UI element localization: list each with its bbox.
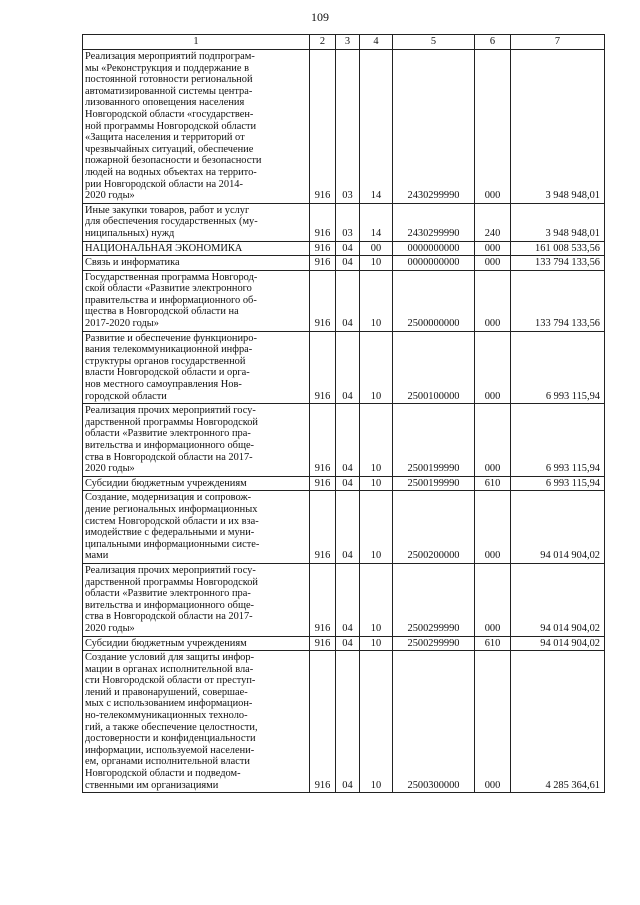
subsection-code-cell: 10: [360, 270, 393, 331]
row-description: [83, 241, 310, 256]
expense-type-cell: 000: [475, 270, 511, 331]
description-line: дарственной программы Новгородской: [85, 416, 258, 428]
description-line: людей на водных объектах на террито-: [85, 166, 257, 178]
subsection-code-cell: 10: [360, 636, 393, 651]
target-article-cell: 2500300000: [393, 651, 475, 793]
admin-code-cell: 916: [310, 270, 336, 331]
subsection-code-cell: 10: [360, 256, 393, 271]
table-row: [83, 256, 605, 271]
description-line: щества в Новгородской области на: [85, 306, 239, 318]
description-line: области «Развитие электронного пра-: [85, 588, 251, 600]
description-line: 2020 годы»: [85, 622, 135, 634]
amount-cell: 94 014 904,02: [511, 636, 605, 651]
table-row: [83, 476, 605, 491]
expense-type-cell: 000: [475, 404, 511, 477]
admin-code-cell: 916: [310, 636, 336, 651]
description-line: городской области: [85, 390, 167, 402]
row-description: [83, 203, 310, 241]
description-line: нов местного самоуправления Нов-: [85, 379, 242, 391]
description-line: но-телекоммуникационных техноло-: [85, 710, 248, 722]
description-line: постоянной готовности региональной: [85, 74, 253, 86]
subsection-code-cell: 10: [360, 404, 393, 477]
amount-cell: 94 014 904,02: [511, 491, 605, 564]
description-line: структуры органов государственной: [85, 355, 246, 367]
description-line: гий, а также обеспечение целостности,: [85, 721, 258, 733]
section-code-cell: 03: [336, 203, 360, 241]
description-line: Создание условий для защиты инфор-: [85, 652, 255, 664]
column-header: 2: [310, 35, 336, 50]
description-line: сти Новгородской области от преступ-: [85, 675, 256, 687]
description-line: НАЦИОНАЛЬНАЯ ЭКОНОМИКА: [85, 242, 243, 254]
description-line: Реализация мероприятий подпрограм-: [85, 51, 255, 62]
description-line: ной программы Новгородской области: [85, 120, 257, 132]
admin-code-cell: 916: [310, 404, 336, 477]
target-article-cell: 2500100000: [393, 331, 475, 404]
section-code-cell: 04: [336, 491, 360, 564]
row-description: [83, 50, 310, 204]
description-line: пожарной безопасности и безопасности: [85, 155, 262, 167]
description-line: автоматизированной системы центра-: [85, 85, 253, 97]
expense-type-cell: 240: [475, 203, 511, 241]
description-line: Новгородской области и подведом-: [85, 768, 241, 780]
page-number: 109: [311, 10, 329, 24]
subsection-code-cell: 14: [360, 203, 393, 241]
row-description: [83, 404, 310, 477]
table-row: [83, 563, 605, 636]
description-line: мации в органах исполнительной вла-: [85, 663, 254, 675]
admin-code-cell: 916: [310, 50, 336, 204]
amount-cell: 6 993 115,94: [511, 331, 605, 404]
row-description: [83, 476, 310, 491]
row-description: [83, 331, 310, 404]
subsection-code-cell: 10: [360, 476, 393, 491]
amount-cell: 133 794 133,56: [511, 256, 605, 271]
column-header: 3: [336, 35, 360, 50]
section-code-cell: 04: [336, 563, 360, 636]
description-line: ственными им организациями: [85, 779, 219, 791]
description-line: Субсидии бюджетным учреждениям: [85, 637, 247, 649]
section-code-cell: 04: [336, 404, 360, 477]
amount-cell: 6 993 115,94: [511, 404, 605, 477]
table-row: [83, 241, 605, 256]
description-line: дарственной программы Новгородской: [85, 576, 258, 588]
description-line: ской области «Развитие электронного: [85, 283, 252, 295]
row-description: [83, 636, 310, 651]
target-article-cell: 2500299990: [393, 636, 475, 651]
description-line: власти Новгородской области и орга-: [85, 367, 250, 379]
row-description: [83, 491, 310, 564]
table-row: [83, 270, 605, 331]
amount-cell: 4 285 364,61: [511, 651, 605, 793]
admin-code-cell: 916: [310, 476, 336, 491]
description-line: Развитие и обеспечение функциониро-: [85, 332, 257, 344]
description-line: вительства и информационного обще-: [85, 440, 255, 451]
section-code-cell: 04: [336, 241, 360, 256]
description-line: дение региональных информационных: [85, 503, 258, 515]
subsection-code-cell: 10: [360, 491, 393, 564]
expense-type-cell: 000: [475, 241, 511, 256]
column-header: 7: [511, 35, 605, 50]
column-header: 6: [475, 35, 511, 50]
description-line: рии Новгородской области на 2014-: [85, 178, 243, 190]
table-row: [83, 491, 605, 564]
description-line: 2020 годы»: [85, 190, 135, 202]
description-line: Иные закупки товаров, работ и услуг: [85, 204, 250, 216]
admin-code-cell: 916: [310, 651, 336, 793]
amount-cell: 3 948 948,01: [511, 203, 605, 241]
description-line: мами: [85, 550, 109, 562]
description-line: 2020 годы»: [85, 463, 135, 475]
expense-type-cell: 610: [475, 636, 511, 651]
description-line: Государственная программа Новгород-: [85, 271, 258, 283]
amount-cell: 133 794 133,56: [511, 270, 605, 331]
subsection-code-cell: 00: [360, 241, 393, 256]
row-description: [83, 563, 310, 636]
expense-type-cell: 610: [475, 476, 511, 491]
description-line: области «Развитие электронного пра-: [85, 428, 251, 440]
column-header: 1: [83, 35, 310, 50]
column-header: 4: [360, 35, 393, 50]
description-line: лизованного оповещения населения: [85, 97, 245, 109]
amount-cell: 161 008 533,56: [511, 241, 605, 256]
column-header: 5: [393, 35, 475, 50]
expense-type-cell: 000: [475, 256, 511, 271]
description-line: имодействие с федеральными и муни-: [85, 527, 255, 539]
description-line: чрезвычайных ситуаций, обеспечение: [85, 143, 254, 155]
target-article-cell: 2500200000: [393, 491, 475, 564]
expense-type-cell: 000: [475, 491, 511, 564]
description-line: для обеспечения государственных (му-: [85, 216, 258, 228]
description-line: «Защита населения и территорий от: [85, 132, 245, 144]
table-row: [83, 331, 605, 404]
description-line: лений и правонарушений, совершае-: [85, 686, 248, 698]
description-line: 2017-2020 годы»: [85, 318, 159, 330]
description-line: Реализация прочих мероприятий госу-: [85, 405, 256, 417]
target-article-cell: 2500199990: [393, 476, 475, 491]
description-line: систем Новгородской области и их вза-: [85, 515, 259, 527]
admin-code-cell: 916: [310, 256, 336, 271]
description-line: Связь и информатика: [85, 257, 180, 269]
section-code-cell: 04: [336, 476, 360, 491]
section-code-cell: 04: [336, 256, 360, 271]
section-code-cell: 03: [336, 50, 360, 204]
description-line: вительства и информационного обще-: [85, 599, 255, 611]
description-line: ства в Новгородской области на 2017-: [85, 451, 253, 463]
target-article-cell: 2500000000: [393, 270, 475, 331]
description-line: ства в Новгородской области на 2017-: [85, 611, 253, 623]
description-line: Субсидии бюджетным учреждениям: [85, 477, 247, 489]
table-row: [83, 404, 605, 477]
subsection-code-cell: 10: [360, 331, 393, 404]
description-line: Создание, модернизация и сопровож-: [85, 492, 252, 504]
description-line: мы «Реконструкция и поддержание в: [85, 62, 249, 74]
target-article-cell: 2430299990: [393, 203, 475, 241]
admin-code-cell: 916: [310, 241, 336, 256]
subsection-code-cell: 14: [360, 50, 393, 204]
expense-type-cell: 000: [475, 651, 511, 793]
admin-code-cell: 916: [310, 491, 336, 564]
admin-code-cell: 916: [310, 563, 336, 636]
admin-code-cell: 916: [310, 331, 336, 404]
table-row: [83, 203, 605, 241]
description-line: ем, органами исполнительной власти: [85, 756, 250, 768]
description-line: мых с использованием информацион-: [85, 698, 253, 710]
table-header-row: [83, 35, 605, 50]
target-article-cell: 0000000000: [393, 241, 475, 256]
target-article-cell: 2500199990: [393, 404, 475, 477]
section-code-cell: 04: [336, 651, 360, 793]
subsection-code-cell: 10: [360, 651, 393, 793]
expense-type-cell: 000: [475, 50, 511, 204]
expense-type-cell: 000: [475, 563, 511, 636]
table-row: [83, 636, 605, 651]
target-article-cell: 2500299990: [393, 563, 475, 636]
description-line: вания телекоммуникационной инфра-: [85, 344, 253, 356]
description-line: ципальными информационными систе-: [85, 538, 260, 550]
budget-table: [82, 34, 605, 793]
description-line: достоверности и конфиденциальности: [85, 733, 256, 745]
table-row: [83, 50, 605, 204]
description-line: правительства и информационного об-: [85, 294, 257, 306]
row-description: [83, 651, 310, 793]
description-line: информации, используемой населени-: [85, 744, 255, 756]
section-code-cell: 04: [336, 270, 360, 331]
description-line: ниципальных) нужд: [85, 227, 175, 239]
admin-code-cell: 916: [310, 203, 336, 241]
target-article-cell: 2430299990: [393, 50, 475, 204]
target-article-cell: 0000000000: [393, 256, 475, 271]
amount-cell: 6 993 115,94: [511, 476, 605, 491]
expense-type-cell: 000: [475, 331, 511, 404]
section-code-cell: 04: [336, 331, 360, 404]
amount-cell: 94 014 904,02: [511, 563, 605, 636]
section-code-cell: 04: [336, 636, 360, 651]
description-line: Новгородской области «государствен-: [85, 108, 254, 120]
table-row: [83, 651, 605, 793]
row-description: [83, 270, 310, 331]
description-line: Реализация прочих мероприятий госу-: [85, 564, 256, 576]
subsection-code-cell: 10: [360, 563, 393, 636]
amount-cell: 3 948 948,01: [511, 50, 605, 204]
row-description: [83, 256, 310, 271]
